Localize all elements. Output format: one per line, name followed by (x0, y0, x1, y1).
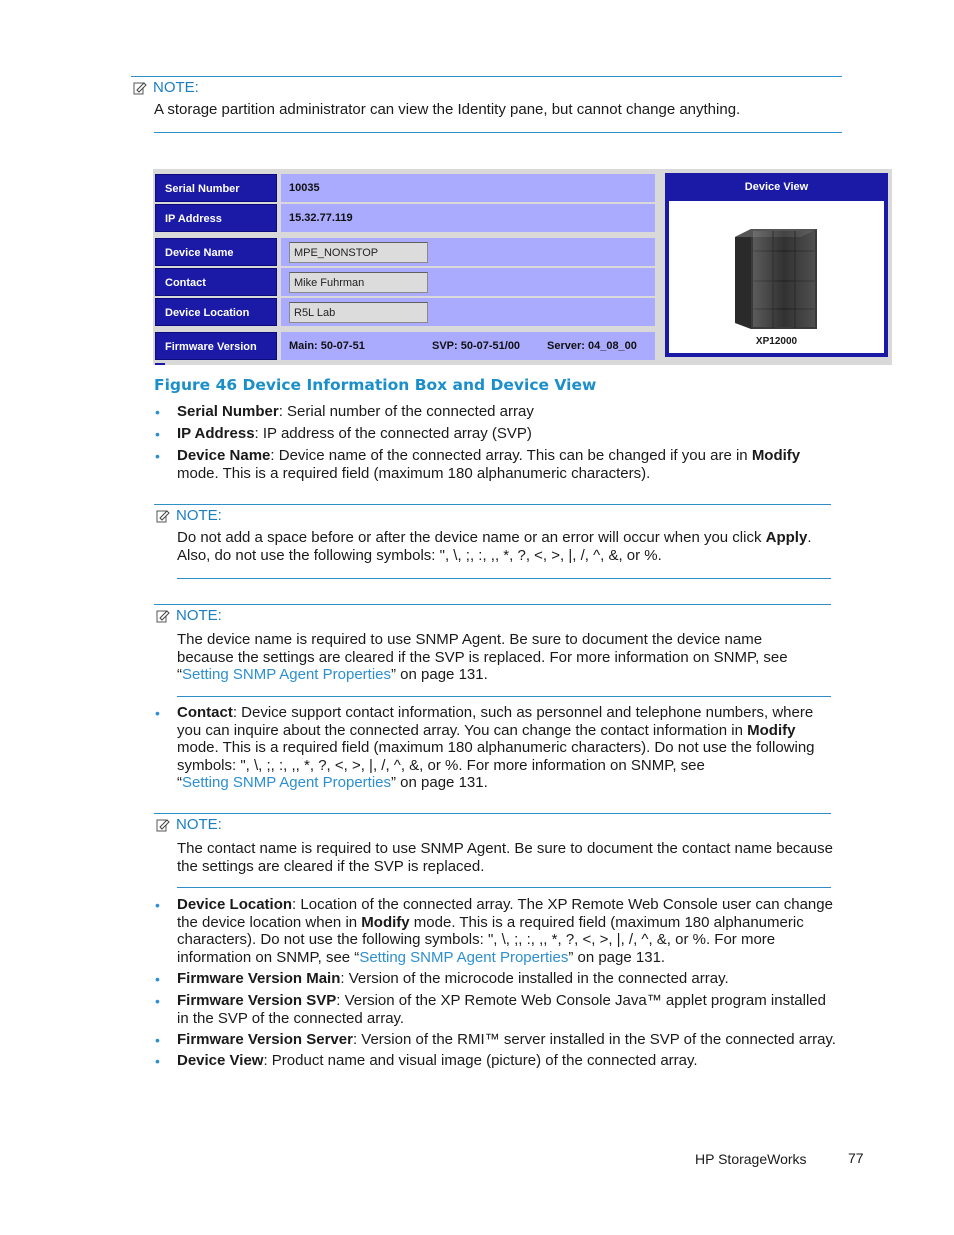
bullet-device-location: Device Location: Location of the connected array. The XP Remote Web Console user can change the device location when in Modify mode. This is a required field (maximum 180 alphanumeric characters). Do not use the following symbols: ", \, ;, :, ,, *, ?, <, >, |, /, ^, &, or %. For more information on SNMP, see “Setting SNMP Agent Properties” on page 131. (177, 896, 833, 966)
storage-array-image (669, 201, 884, 331)
bullet-serial-number: Serial Number: Serial number of the connected array (177, 403, 534, 420)
device-name-input[interactable]: MPE_NONSTOP (289, 242, 428, 263)
note2-top-rule (154, 504, 831, 505)
contact-input[interactable]: Mike Fuhrman (289, 272, 428, 293)
serial-number-value: 10035 (281, 174, 655, 202)
figure-caption: Figure 46 Device Information Box and Device View (154, 376, 597, 394)
bullet-firmware-svp: Firmware Version SVP: Version of the XP Remote Web Console Java™ applet program installed in the SVP of the connected array. (177, 992, 826, 1027)
device-name-label: Device Name (155, 238, 277, 266)
note2-heading: NOTE: (156, 507, 222, 524)
device-view-panel (665, 173, 888, 357)
device-information-figure (153, 169, 892, 365)
device-name-cell (281, 238, 655, 266)
bullet-dot: • (155, 705, 160, 721)
note3-top-rule (154, 604, 831, 605)
contact-label: Contact (155, 268, 277, 296)
bullet-dot: • (155, 426, 160, 442)
bullet-dot: • (155, 1032, 160, 1048)
bullet-firmware-main: Firmware Version Main: Version of the microcode installed in the connected array. (177, 970, 729, 987)
note4-top-rule (154, 813, 831, 814)
bullet-dot: • (155, 448, 160, 464)
bullet-device-name: Device Name: Device name of the connected array. This can be changed if you are in Modify mode. This is a required field (maximum 180 alphanumeric characters). (177, 447, 801, 482)
bullet-firmware-server: Firmware Version Server: Version of the RMI™ server installed in the SVP of the connected array. (177, 1031, 836, 1048)
serial-number-label: Serial Number (155, 174, 277, 202)
note3-text: The device name is required to use SNMP Agent. Be sure to document the device name because the settings are cleared if the SVP is replaced. For more information on SNMP, see “Setting SNMP Agent Properties” on page 131. (177, 631, 788, 683)
snmp-agent-link[interactable]: Setting SNMP Agent Properties (182, 666, 392, 683)
firmware-version-cell (281, 332, 655, 360)
note2-bottom-rule (177, 578, 831, 579)
note-pencil-icon (156, 609, 170, 623)
snmp-agent-link[interactable]: Setting SNMP Agent Properties (359, 948, 569, 966)
bullet-contact: Contact: Device support contact information, such as personnel and telephone numbers, where you can inquire about the connected array. You can change the contact information in Modify mode. This is a required field (maximum 180 alphanumeric characters). Do not use the following symbols: ", \, ;, :, ,, *, ?, <, >, |, /, ^, &, or %. For more information on SNMP, see “Setting SNMP Agent Properties” on page 131. (177, 704, 815, 791)
device-model-label: XP12000 (755, 336, 798, 347)
bullet-dot: • (155, 971, 160, 987)
note1-bottom-rule (154, 132, 842, 133)
bullet-dot: • (155, 1053, 160, 1069)
note4-text: The contact name is required to use SNMP Agent. Be sure to document the contact name because the settings are cleared if the SVP is replaced. (177, 840, 833, 875)
note3-bottom-rule (177, 696, 831, 697)
firmware-server-value: Server: 04_08_00 (547, 340, 637, 352)
device-location-cell (281, 298, 655, 326)
figure-corner-mark (155, 363, 165, 365)
firmware-version-label: Firmware Version (155, 332, 277, 360)
bullet-device-view: Device View: Product name and visual image (picture) of the connected array. (177, 1052, 698, 1069)
device-location-input[interactable]: R5L Lab (289, 302, 428, 323)
note4-heading: NOTE: (156, 816, 222, 833)
bullet-ip-address: IP Address: IP address of the connected array (SVP) (177, 425, 532, 442)
note4-bottom-rule (177, 887, 831, 888)
device-view-title: Device View (744, 181, 809, 193)
note3-heading: NOTE: (156, 607, 222, 624)
ip-address-label: IP Address (155, 204, 277, 232)
note-pencil-icon (133, 81, 147, 95)
contact-cell (281, 268, 655, 296)
device-view-image-area (669, 201, 884, 353)
firmware-svp-value: SVP: 50-07-51/00 (432, 340, 521, 352)
footer-page-number: 77 (848, 1150, 864, 1166)
device-location-label: Device Location (155, 298, 277, 326)
bullet-dot: • (155, 404, 160, 420)
note2-text: Do not add a space before or after the device name or an error will occur when you click Apply. Also, do not use the following symbols: ", \, ;, :, ,, *, ?, <, >, |, /, ^, &, or %. (177, 529, 812, 564)
snmp-agent-link[interactable]: Setting SNMP Agent Properties (182, 774, 392, 791)
note-pencil-icon (156, 818, 170, 832)
bullet-dot: • (155, 993, 160, 1009)
firmware-main-value: Main: 50-07-51 (289, 340, 365, 352)
note1-top-rule (131, 76, 842, 77)
note1-heading: NOTE: (133, 79, 199, 96)
note-pencil-icon (156, 509, 170, 523)
note1-text: A storage partition administrator can view the Identity pane, but cannot change anything. (154, 101, 741, 118)
ip-address-value: 15.32.77.119 (281, 204, 655, 232)
footer-product: HP StorageWorks (695, 1151, 807, 1167)
bullet-dot: • (155, 897, 160, 913)
